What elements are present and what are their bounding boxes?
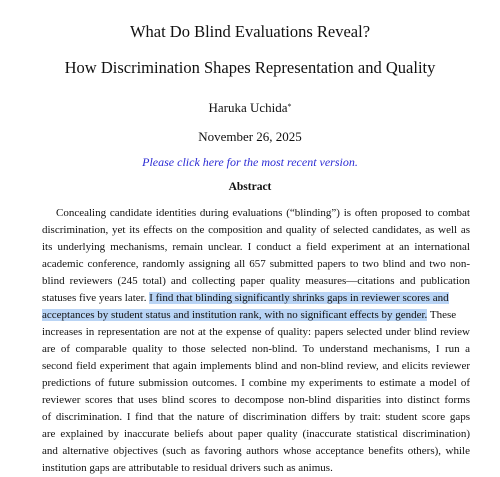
author-name [0, 100, 500, 116]
abstract-line: reviewer scores that uses blind scores to decompose non-blind disparities into distinct forms [42, 394, 470, 406]
abstract-line: academic conference, randomly assigning all 657 submitted papers to two blind and two non- [42, 258, 470, 270]
author-name-text: Haruka Uchida [208, 100, 288, 115]
abstract-line-with-highlight [42, 290, 470, 307]
abstract-line: predictions of future submission outcomes. I combine my experiments to estimate a model of [42, 377, 470, 389]
abstract-line: and alternative objectives (such as favoring authors whose acceptance benefits others), while [42, 445, 470, 457]
selected-text-highlight[interactable]: I find that blinding significantly shrinks gaps in reviewer scores and [149, 292, 449, 304]
abstract-line: Concealing candidate identities during evaluations (“blinding”) is often proposed to combat [56, 207, 470, 219]
abstract-body [42, 205, 470, 477]
abstract-line: institution gaps are attributable to residual drivers such as animus. [42, 462, 333, 474]
paper-title-line1: What Do Blind Evaluations Reveal? [129, 22, 371, 41]
abstract-line-text: statuses five years later. [42, 292, 150, 304]
abstract-line: blind reviewers (245 total) and collecting paper quality measures—citations and publication [42, 275, 470, 287]
abstract-heading: Abstract [228, 181, 272, 193]
paper-date: November 26, 2025 [198, 129, 302, 144]
paper-title-line2: How Discrimination Shapes Representation and Quality [64, 58, 436, 77]
abstract-line: are explained by inaccurate beliefs about paper quality (inaccurate statistical discrimination) [42, 428, 470, 440]
abstract-line-text: These [427, 309, 457, 321]
abstract-line: increases in representation are not at the expense of quality: papers selected under blind review [42, 326, 470, 338]
selected-text-highlight[interactable]: acceptances by student status and institution rank, with no significant effects by gender. [42, 309, 428, 321]
abstract-line: discrimination, yet its effects on the composition and quality of selected candidates, as well as [42, 224, 470, 236]
abstract-line: of discrimination. I find that the nature of discrimination differs by trait: student score gaps [42, 411, 470, 423]
author-footnote-mark: * [287, 102, 292, 111]
recent-version-link[interactable]: Please click here for the most recent version. [142, 155, 358, 169]
abstract-line: second field experiment that again implements blind and non-blind review, and elicits reviewer [42, 360, 470, 372]
abstract-line-with-highlight [42, 307, 470, 324]
abstract-line: its underlying mechanisms, remain unclear. I conduct a field experiment at an international [42, 241, 470, 253]
abstract-line: are of comparable quality to those selected non-blind. To understand mechanisms, I run a [42, 343, 470, 355]
